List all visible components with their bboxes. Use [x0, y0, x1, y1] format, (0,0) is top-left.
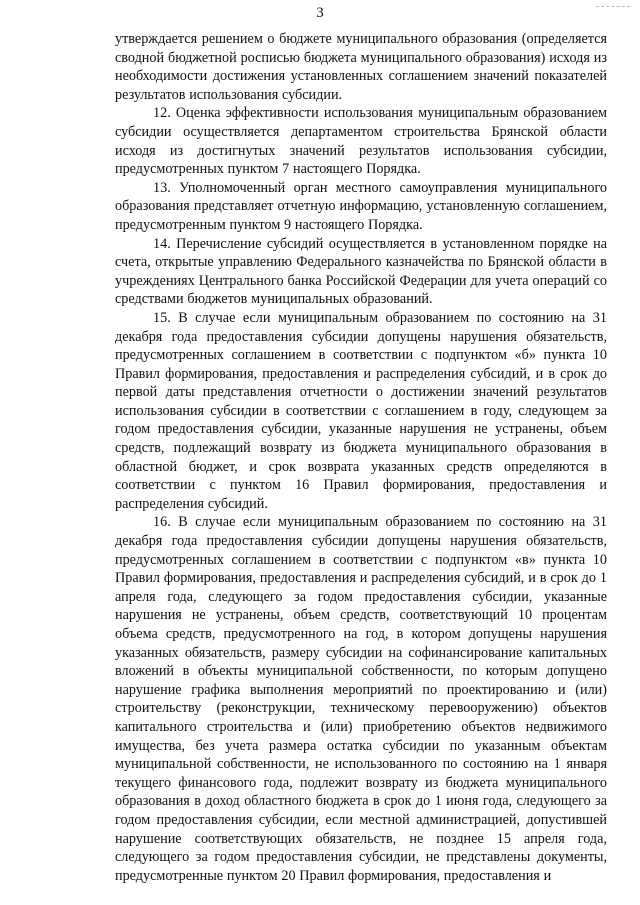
paragraph-15: 15. В случае если муниципальным образованием по состоянию на 31 декабря года предоставления субсидии допущены нарушения обязательств, предусмотренных соглашением в соответствии с подпунктом «б» пункта 10 Правил формирования, предоставления и распределения субсидий, и в срок до первой даты представления отчетности о достижении значений результатов использования субсидии в соответствии с соглашением в году, следующем за годом предоставления субсидии, указанные нарушения не устранены, объем средств, подлежащий возврату из бюджета муниципального образования в областной бюджет, и срок возврата указанных средств определяются в соответствии с пунктом 16 Правил формирования, предоставления и распределения субсидий. [115, 309, 607, 512]
paragraph-continuation: утверждается решением о бюджете муниципального образования (определяется сводной бюджетной росписью бюджета муниципального образования) исходя из необходимости достижения установленных соглашением значений показателей результатов использования субсидии. [115, 31, 607, 103]
page-number: 3 [316, 5, 324, 21]
paragraph-13: 13. Уполномоченный орган местного самоуправления муниципального образования представляет отчетную информацию, установленную соглашением, предусмотренным пунктом 9 настоящего Порядка. [115, 179, 607, 233]
paragraph-14: 14. Перечисление субсидий осуществляется в установленном порядке на счета, открытые управлению Федерального казначейства по Брянской области в учреждениях Центрального банка Российской Федерации для учета операций со средствами бюджетов муниципальных образований. [115, 235, 607, 308]
document-body [115, 30, 607, 885]
paragraph-12: 12. Оценка эффективности использования муниципальным образованием субсидии осуществляется департаментом строительства Брянской области исходя из достигнутых значений результатов использования субсидии, предусмотренных пунктом 7 настоящего Порядка. [115, 105, 607, 178]
paragraph-16: 16. В случае если муниципальным образованием по состоянию на 31 декабря года предоставления субсидии допущены нарушения обязательств, предусмотренных соглашением в соответствии с подпунктом «в» пункта 10 Правил формирования, предоставления и распределения субсидий, и в срок до 1 апреля года, следующего за годом предоставления субсидии, указанные нарушения не устранены, объем средств, соответствующий 10 процентам объема средств, предусмотренного на год, в котором допущены нарушения указанных обязательств, размеру субсидии на софинансирование капитальных вложений в объекты муниципальной собственности, по которым допущено нарушение графика выполнения мероприятий по проектированию и (или) строительству (реконструкции, техническому перевооружению) объектов капитального строительства и (или) приобретению объектов недвижимого имущества, без учета размера остатка субсидии по указанным объектам муниципальной собственности, не использованного по состоянию на 1 января текущего финансового года, подлежит возврату из бюджета муниципального образования в доход областного бюджета в срок до 1 июня года, следующего за годом предоставления субсидии, если местной администрацией, допустившей нарушение соответствующих обязательств, не позднее 15 апреля года, следующего за годом предоставления субсидии, не представлены документы, предусмотренные пунктом 20 Правил формирования, предоставления и [115, 514, 607, 884]
